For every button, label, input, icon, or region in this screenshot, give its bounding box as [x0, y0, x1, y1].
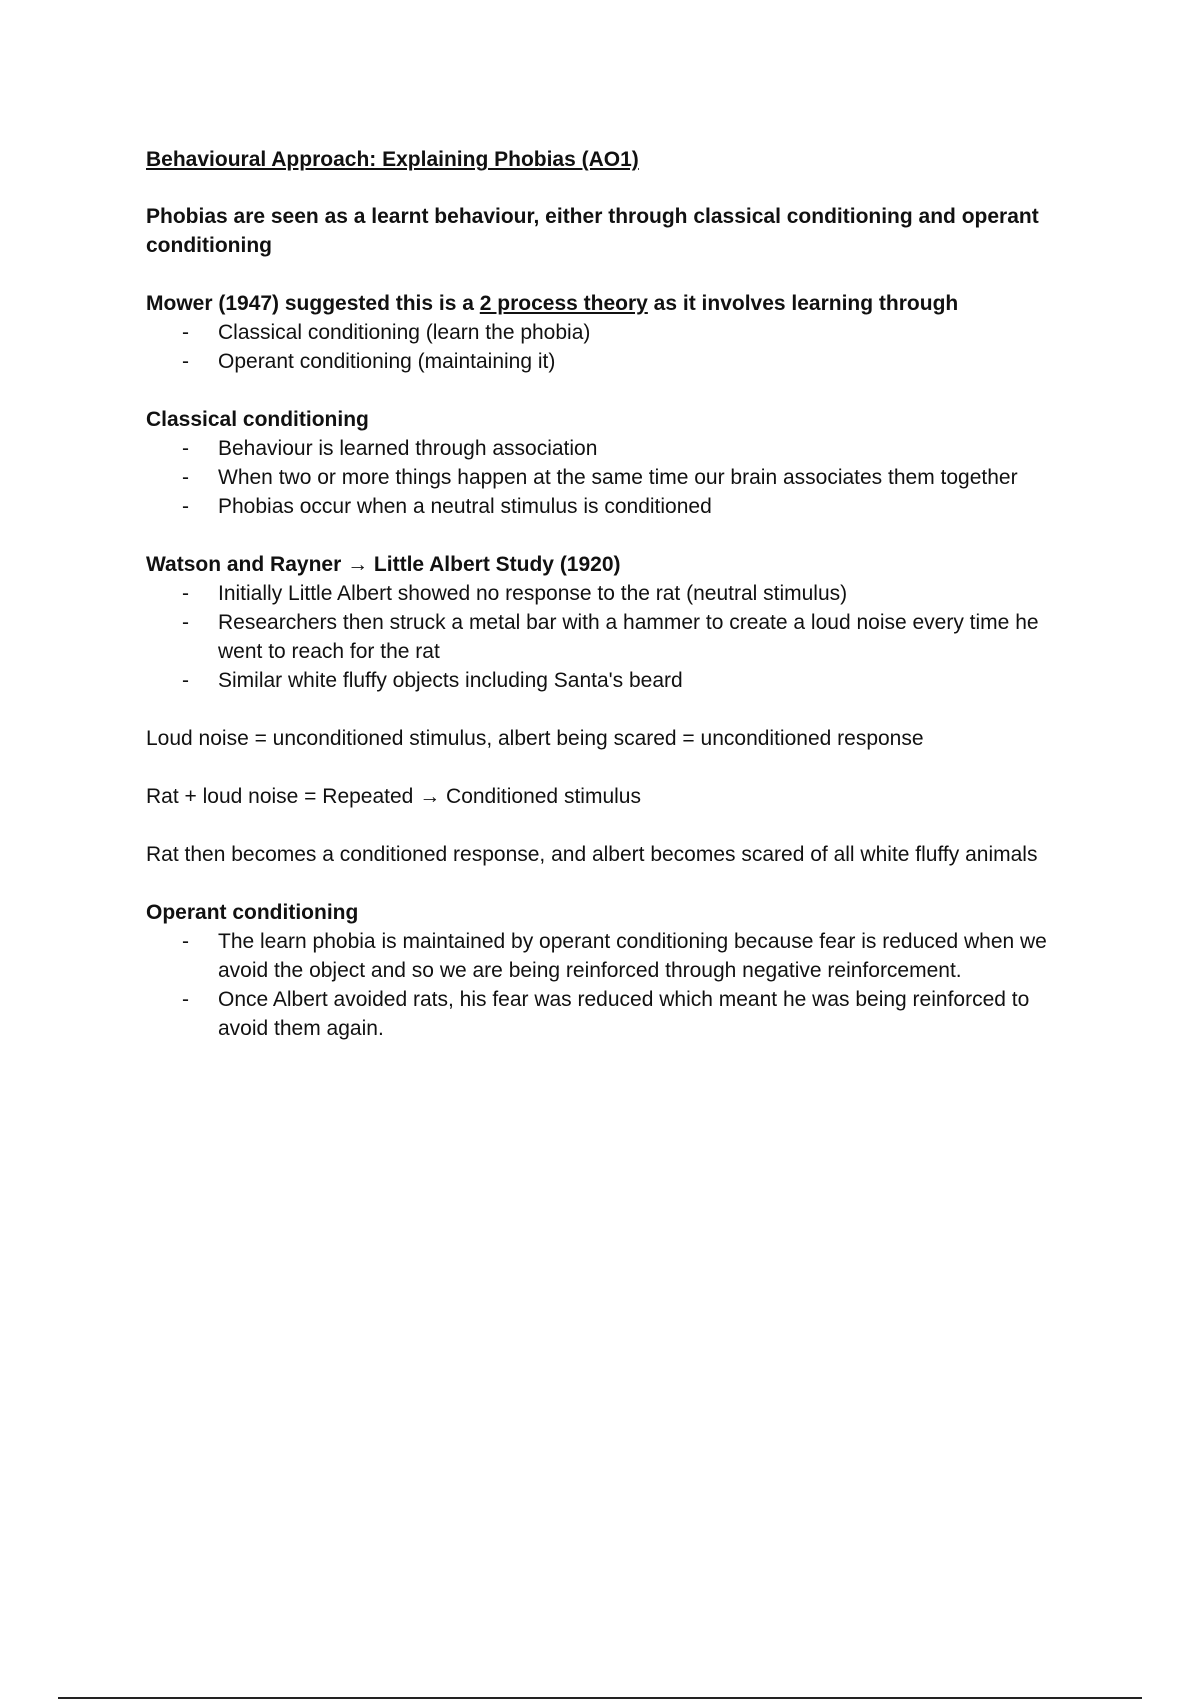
mower-heading — [146, 289, 1076, 318]
dash-bullet: - — [182, 930, 189, 953]
dash-bullet: - — [182, 350, 189, 373]
classical-list — [146, 434, 1076, 521]
watson-heading: Watson and Rayner → Little Albert Study (1920) — [146, 553, 621, 576]
dash-bullet: - — [182, 611, 189, 634]
list-item-text: Operant conditioning (maintaining it) — [218, 350, 556, 373]
list-item — [146, 579, 1076, 608]
document-title: Behavioural Approach: Explaining Phobias (AO1) — [146, 148, 639, 171]
operant-heading: Operant conditioning — [146, 901, 359, 924]
mower-heading-after: as it involves learning through — [647, 292, 959, 315]
list-item — [146, 608, 1076, 666]
list-item-text: Once Albert avoided rats, his fear was reduced which meant he was being reinforced to avoid them again. — [218, 988, 1030, 1040]
mower-heading-before: Mower (1947) suggested this is a — [146, 292, 480, 315]
dash-bullet: - — [182, 495, 189, 518]
list-item-text: Classical conditioning (learn the phobia) — [218, 321, 591, 344]
list-item-text: The learn phobia is maintained by operant conditioning because fear is reduced when we avoid the object and so we are being reinforced through negative reinforcement. — [218, 930, 1047, 982]
list-item — [146, 492, 1076, 521]
dash-bullet: - — [182, 669, 189, 692]
watson-list — [146, 579, 1076, 695]
list-item-text: When two or more things happen at the same time our brain associates them together — [218, 466, 1018, 489]
list-item-text: Behaviour is learned through association — [218, 437, 598, 460]
list-item — [146, 463, 1076, 492]
list-item-text: Initially Little Albert showed no response to the rat (neutral stimulus) — [218, 582, 848, 605]
list-item — [146, 666, 1076, 695]
dash-bullet: - — [182, 466, 189, 489]
mower-heading-underlined: 2 process theory — [479, 292, 648, 315]
paragraph-conditioned-response: Rat then becomes a conditioned response, and albert becomes scared of all white fluffy animals — [146, 843, 1038, 866]
lead-statement: Phobias are seen as a learnt behaviour, either through classical conditioning and operant conditioning — [146, 205, 1039, 257]
list-item — [146, 347, 1076, 376]
document-page — [146, 145, 1076, 1072]
list-item-text: Researchers then struck a metal bar with a hammer to create a loud noise every time he went to reach for the rat — [218, 611, 1039, 663]
paragraph-unconditioned: Loud noise = unconditioned stimulus, albert being scared = unconditioned response — [146, 727, 924, 750]
dash-bullet: - — [182, 437, 189, 460]
list-item — [146, 434, 1076, 463]
dash-bullet: - — [182, 321, 189, 344]
operant-list — [146, 927, 1076, 1043]
list-item — [146, 927, 1076, 985]
list-item-text: Similar white fluffy objects including Santa's beard — [218, 669, 683, 692]
classical-heading: Classical conditioning — [146, 408, 369, 431]
list-item — [146, 318, 1076, 347]
list-item-text: Phobias occur when a neutral stimulus is conditioned — [218, 495, 712, 518]
paragraph-conditioned-stimulus: Rat + loud noise = Repeated → Conditioned stimulus — [146, 785, 641, 808]
list-item — [146, 985, 1076, 1043]
dash-bullet: - — [182, 582, 189, 605]
mower-list — [146, 318, 1076, 376]
footer-divider — [58, 1697, 1142, 1699]
dash-bullet: - — [182, 988, 189, 1011]
